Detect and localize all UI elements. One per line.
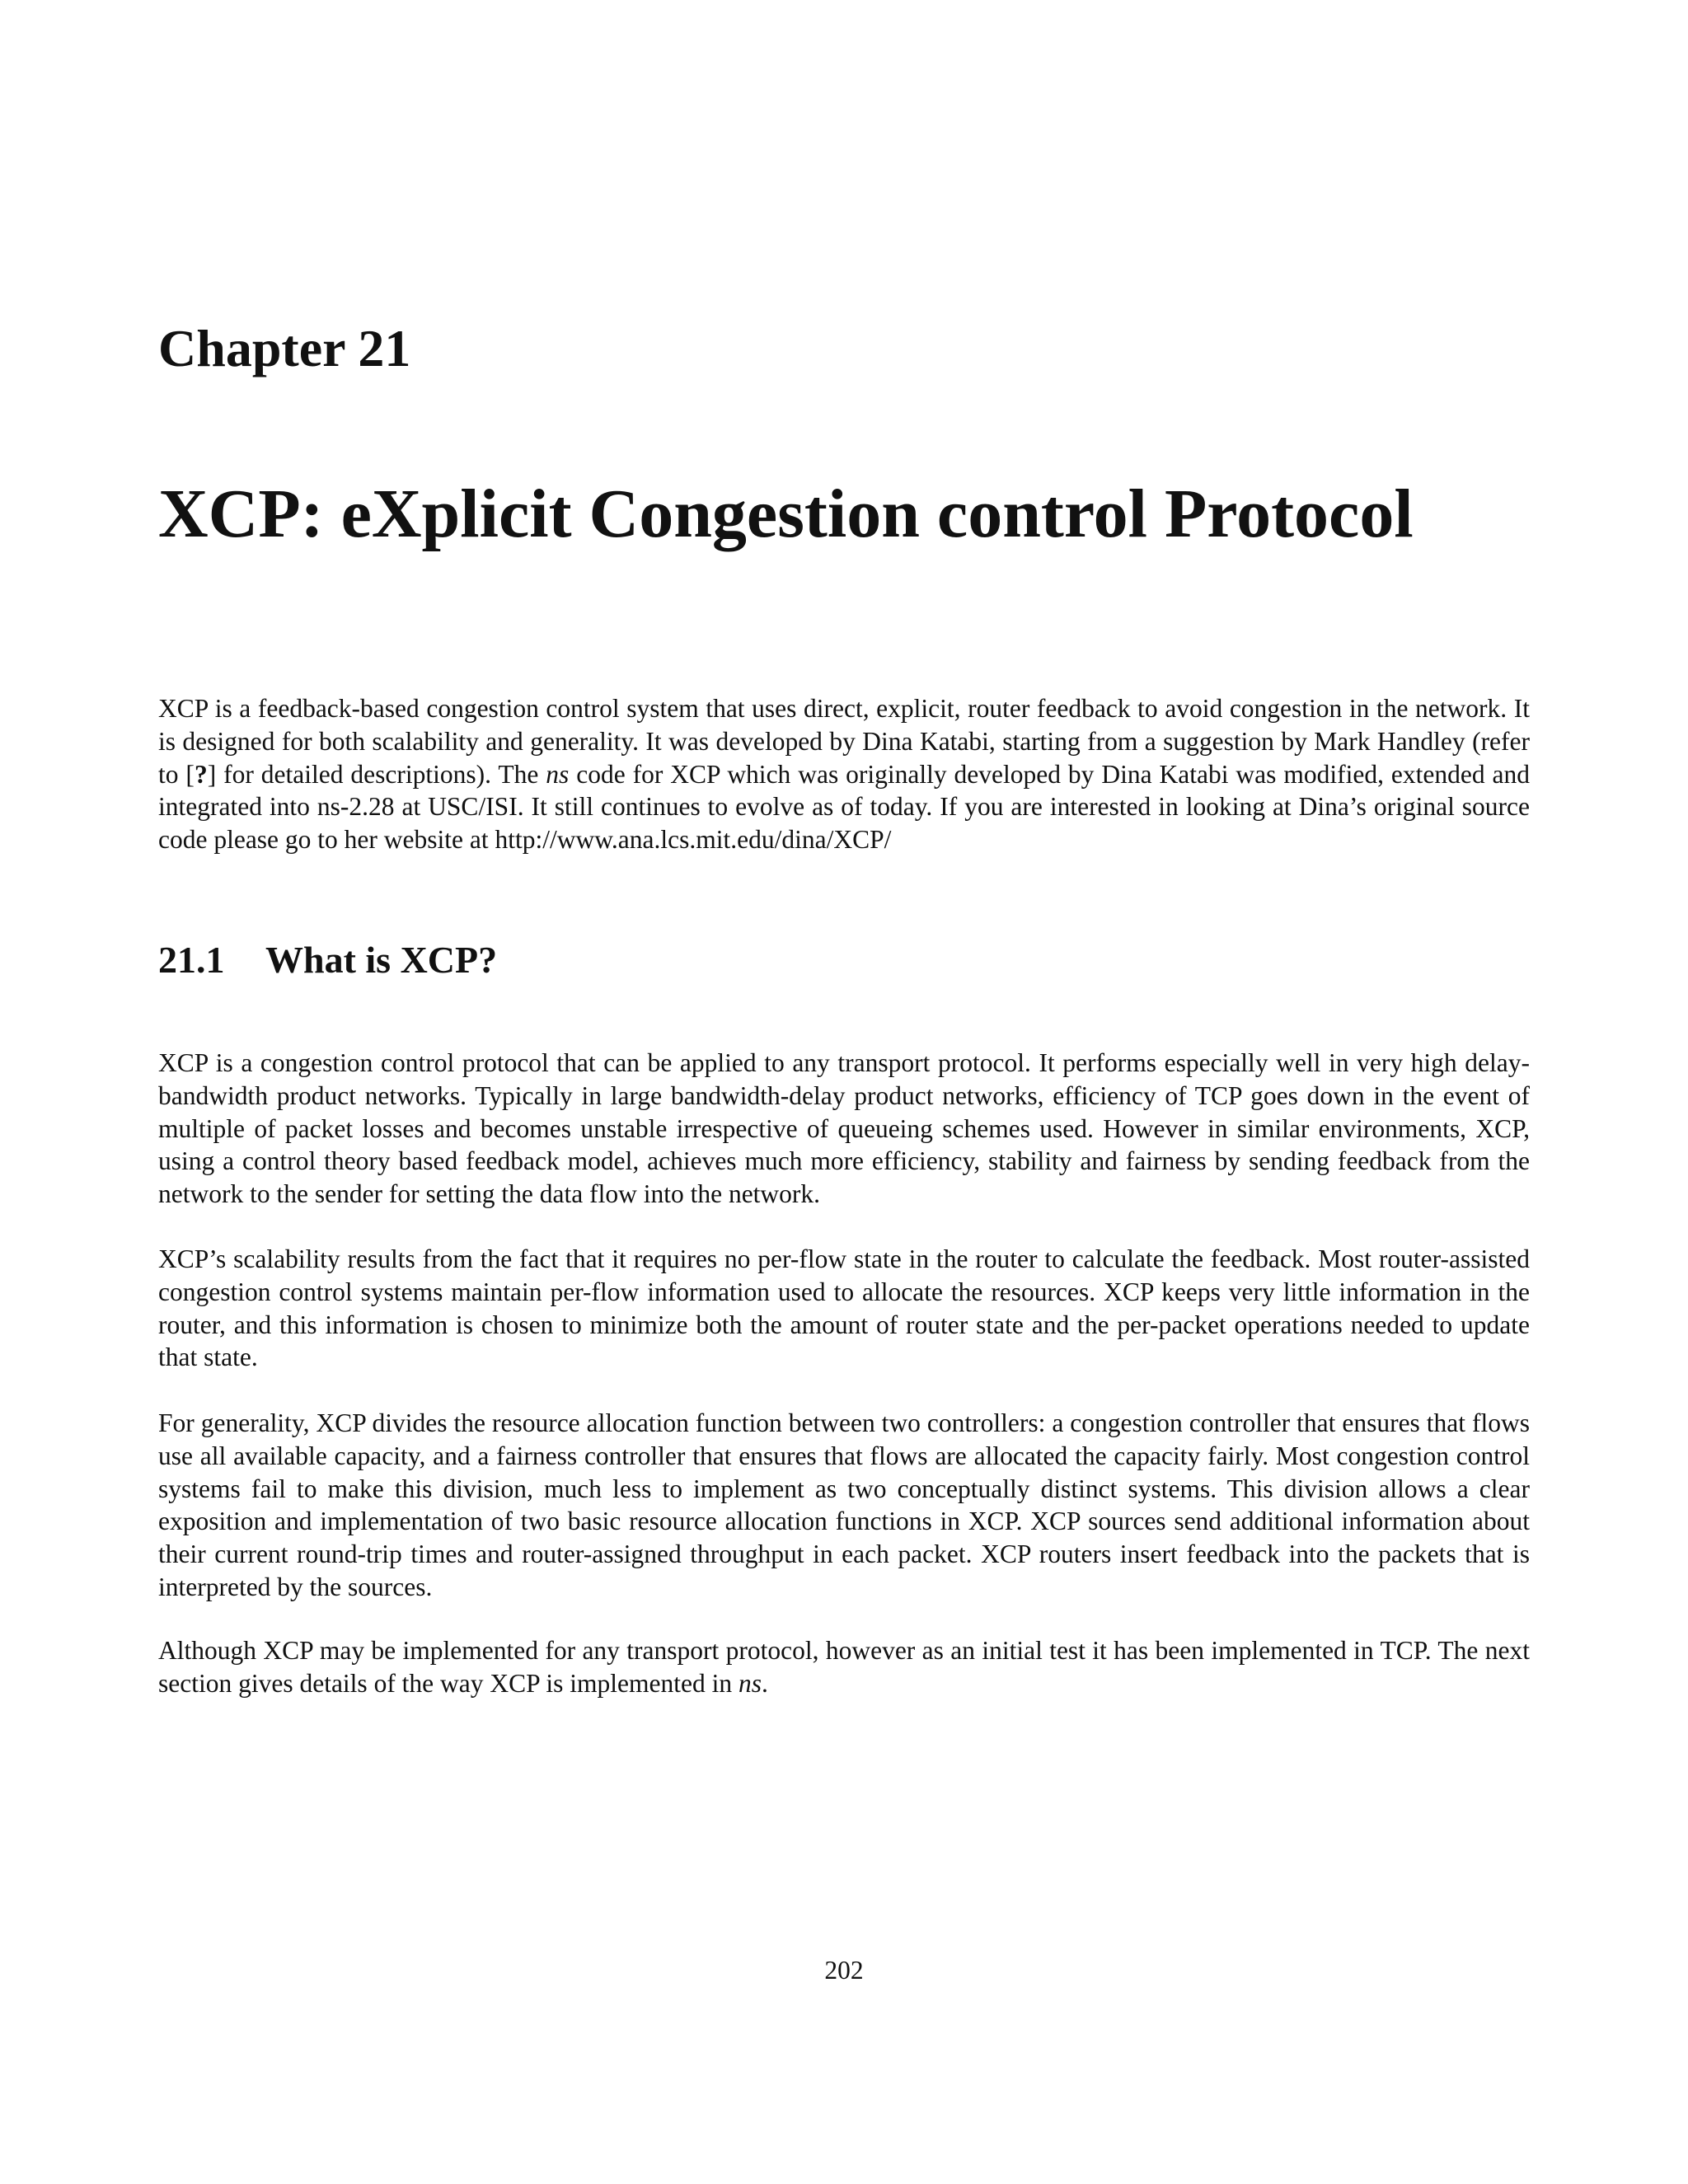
- section-paragraph-last: [158, 1634, 1530, 1700]
- section-paragraph: For generality, XCP divides the resource allocation function between two controllers: a congestion controller that ensures that flows use all available capacity, and a fairness controller that ensures that flows are allocated the capacity fairly. Most congestion control systems fail to make this division, much less to implement as two conceptually distinct systems. This division allows a clear exposition and implementation of two basic resource allocation functions in XCP. XCP sources send additional information about their current round-trip times and router-assigned throughput in each packet. XCP routers insert feedback into the packets that is interpreted by the sources.: [158, 1408, 1530, 1601]
- chapter-title: XCP: eXplicit Congestion control Protocol: [158, 476, 1414, 552]
- citation-link[interactable]: ?: [194, 759, 208, 789]
- section-paragraph-block-3: [158, 1407, 1530, 1604]
- chapter-label: Chapter 21: [158, 319, 411, 377]
- section-title: What is XCP?: [265, 939, 498, 981]
- section-paragraph-block-4: [158, 1634, 1530, 1700]
- section-heading: [158, 940, 497, 982]
- section-number: 21.1: [158, 939, 225, 981]
- section-paragraph-block-1: [158, 1047, 1530, 1211]
- section-paragraph-block-2: [158, 1243, 1530, 1374]
- page-number: 202: [824, 1956, 864, 1985]
- ns-italic: ns: [738, 1668, 762, 1698]
- section-paragraph: XCP is a congestion control protocol that can be applied to any transport protocol. It performs especially well in very high delay-bandwidth product networks. Typically in large bandwidth-delay product networks, efficiency of TCP goes down in the event of multiple of packet losses and becomes unstable irrespective of queueing schemes used. However in similar environments, XCP, using a control theory based feedback model, achieves much more efficiency, stability and fairness by sending feedback from the network to the sender for setting the data flow into the network.: [158, 1048, 1530, 1209]
- intro-text-part2: ] for detailed descriptions). The: [207, 759, 546, 789]
- last-text-part2: .: [761, 1668, 768, 1698]
- ns-italic: ns: [546, 759, 570, 789]
- intro-paragraph-block: [158, 692, 1530, 856]
- intro-text-part1: XCP is a feedback-based congestion control system that uses direct, explicit, router feedback to avoid congestion in the network. It is designed for both scalability and generality. It was developed by Dina Katabi, starting from a suggestion by Mark Handley (refer to [: [158, 694, 1530, 789]
- section-paragraph: XCP’s scalability results from the fact that it requires no per-flow state in the router to calculate the feedback. Most router-assisted congestion control systems maintain per-flow information used to allocate the resources. XCP keeps very little information in the router, and this information is chosen to minimize both the amount of router state and the per-packet operations needed to update that state.: [158, 1244, 1530, 1372]
- intro-paragraph: [158, 692, 1530, 856]
- last-text-part1: Although XCP may be implemented for any transport protocol, however as an initial test it has been implemented in TCP. The next section gives details of the way XCP is implemented in: [158, 1636, 1530, 1698]
- intro-text-part3: code for XCP which was originally developed by Dina Katabi was modified, extended and integrated into ns-2.28 at USC/ISI. It still continues to evolve as of today. If you are interested in looking at Dina’s original source code please go to her website at http://www.ana.lcs.mit.edu/dina/XCP/: [158, 759, 1530, 855]
